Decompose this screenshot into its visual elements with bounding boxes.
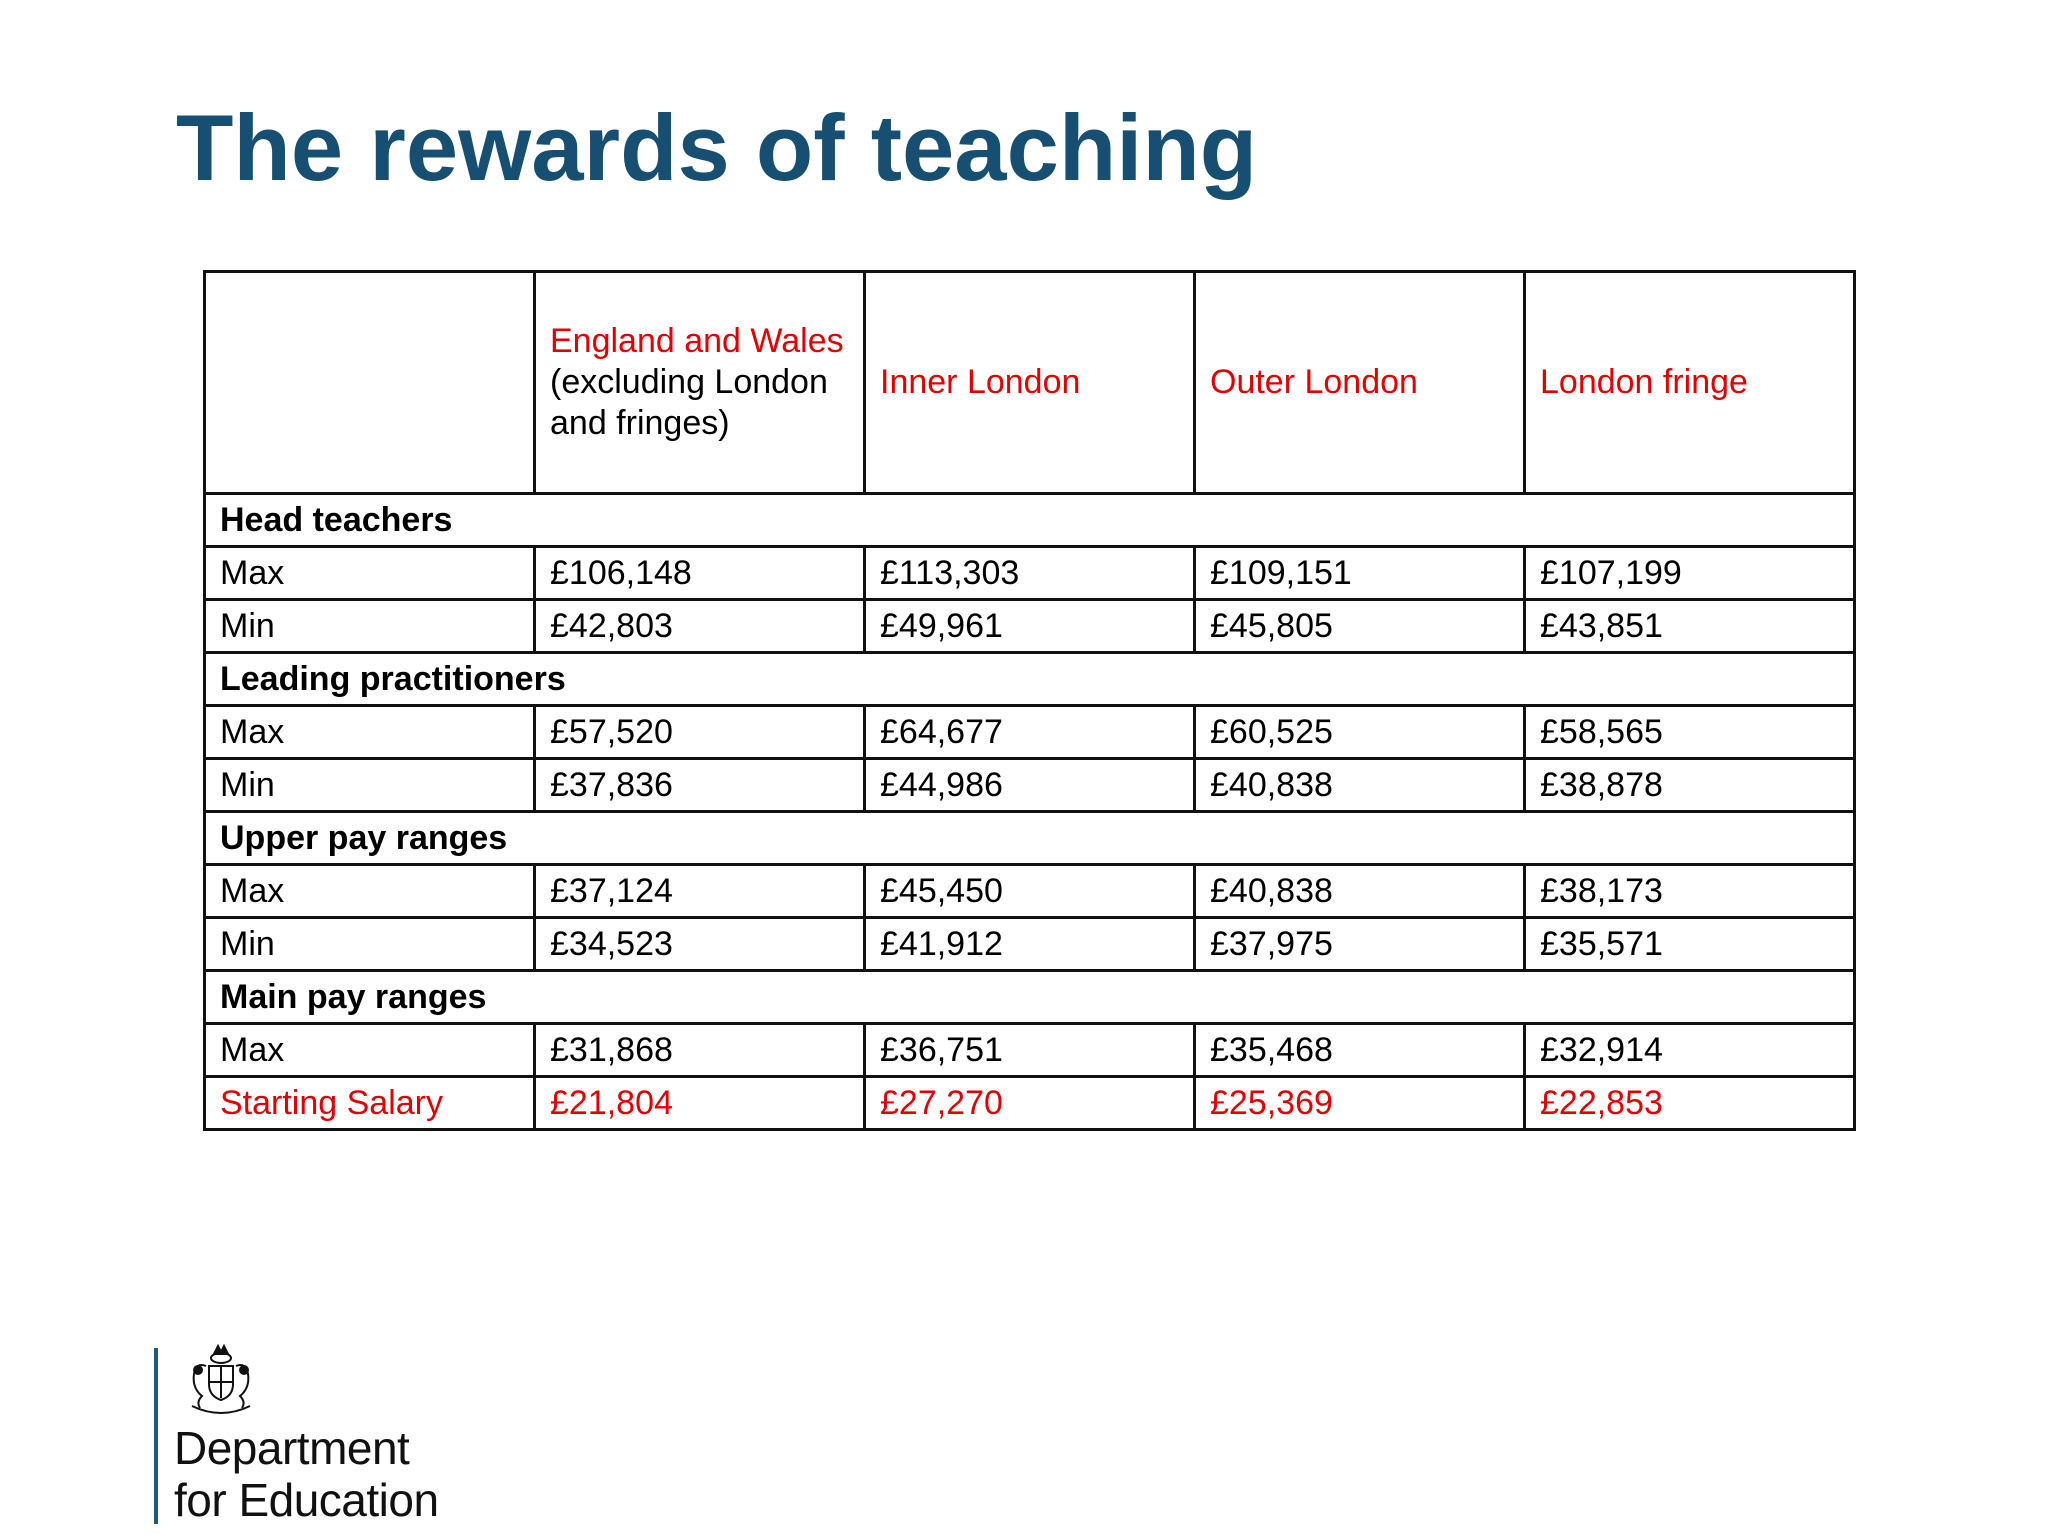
salary-cell: £38,878 [1525,759,1855,812]
salary-cell: £107,199 [1525,547,1855,600]
header-label: Outer London [1210,363,1418,401]
royal-coat-of-arms-icon [176,1340,266,1420]
salary-cell: £40,838 [1195,865,1525,918]
salary-cell: £31,868 [535,1024,865,1077]
salary-cell: £37,124 [535,865,865,918]
salary-cell: £64,677 [865,706,1195,759]
section-heading: Leading practitioners [205,653,1855,706]
salary-cell: £43,851 [1525,600,1855,653]
section-row [205,494,1855,547]
header-cell-england-and-wales [535,272,865,494]
header-label: London fringe [1540,363,1748,401]
slide-title: The rewards of teaching [176,95,1258,200]
salary-cell: £32,914 [1525,1024,1855,1077]
header-label: England and Wales [550,322,844,360]
dfe-logo [154,1340,474,1526]
salary-cell: £60,525 [1195,706,1525,759]
salary-cell: £58,565 [1525,706,1855,759]
header-corner-cell [205,272,535,494]
header-cell-london-fringe [1525,272,1855,494]
row-label: Max [205,547,535,600]
row-label: Max [205,1024,535,1077]
salary-cell: £57,520 [535,706,865,759]
table-row [205,706,1855,759]
row-label: Max [205,865,535,918]
salary-cell: £44,986 [865,759,1195,812]
row-label: Max [205,706,535,759]
salary-cell: £106,148 [535,547,865,600]
logo-rule [154,1348,158,1524]
row-label: Min [205,918,535,971]
section-heading: Main pay ranges [205,971,1855,1024]
logo-line-department: Department [174,1422,410,1474]
table-row [205,547,1855,600]
salary-table [203,270,1856,1131]
salary-cell: £21,804 [535,1077,865,1130]
header-cell-inner-london [865,272,1195,494]
table-row [205,759,1855,812]
salary-cell: £36,751 [865,1024,1195,1077]
row-label: Min [205,600,535,653]
table-row [205,918,1855,971]
salary-cell: £41,912 [865,918,1195,971]
section-row [205,812,1855,865]
salary-cell: £35,468 [1195,1024,1525,1077]
salary-cell: £27,270 [865,1077,1195,1130]
salary-cell: £45,450 [865,865,1195,918]
salary-cell: £113,303 [865,547,1195,600]
header-cell-outer-london [1195,272,1525,494]
salary-cell: £40,838 [1195,759,1525,812]
salary-cell: £34,523 [535,918,865,971]
section-row [205,971,1855,1024]
salary-cell: £45,805 [1195,600,1525,653]
salary-cell: £38,173 [1525,865,1855,918]
table-row [205,1077,1855,1130]
logo-line-for-education: for Education [174,1474,439,1526]
table-row [205,1024,1855,1077]
salary-cell: £35,571 [1525,918,1855,971]
table-row [205,600,1855,653]
logo-text [174,1422,439,1526]
table-header-row [205,272,1855,494]
salary-cell: £49,961 [865,600,1195,653]
header-note: (excluding London and fringes) [550,363,828,442]
salary-cell: £37,975 [1195,918,1525,971]
table-row [205,865,1855,918]
row-label: Min [205,759,535,812]
salary-cell: £42,803 [535,600,865,653]
section-row [205,653,1855,706]
header-label: Inner London [880,363,1081,401]
section-heading: Upper pay ranges [205,812,1855,865]
row-label: Starting Salary [205,1077,535,1130]
salary-cell: £37,836 [535,759,865,812]
salary-cell: £109,151 [1195,547,1525,600]
salary-cell: £22,853 [1525,1077,1855,1130]
salary-table-body [205,272,1855,1130]
section-heading: Head teachers [205,494,1855,547]
salary-cell: £25,369 [1195,1077,1525,1130]
